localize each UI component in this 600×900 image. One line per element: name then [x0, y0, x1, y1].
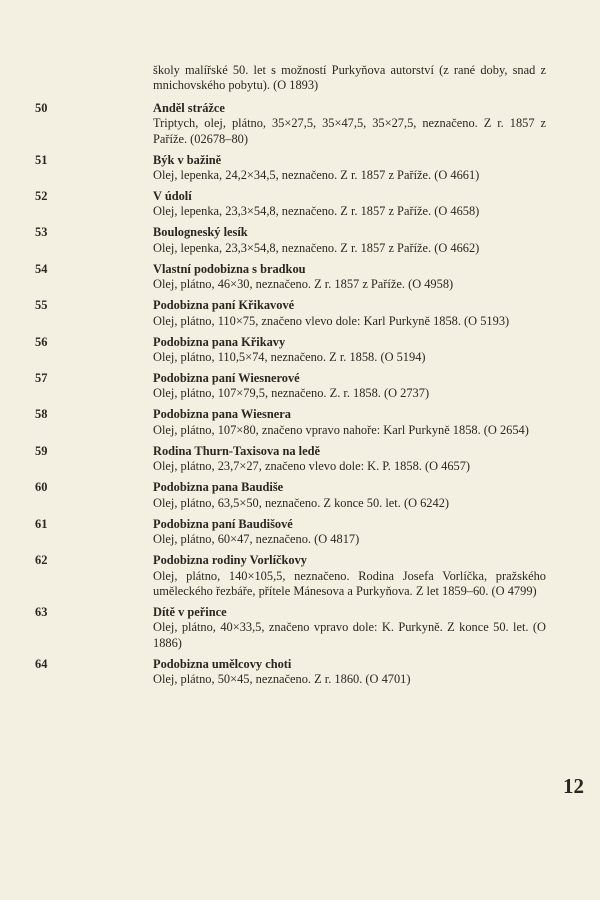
catalog-entry: [0, 298, 600, 329]
entry-title: Podobizna pana Křikavy: [153, 334, 286, 349]
entry-number: 60: [35, 480, 48, 495]
entry-body: [153, 335, 546, 366]
entry-body: [153, 553, 546, 599]
entry-number: 55: [35, 298, 48, 313]
entry-description: Olej, lepenka, 23,3×54,8, neznačeno. Z r. 1857 z Paříže. (O 4662): [153, 240, 480, 255]
entry-number: 51: [35, 152, 48, 167]
entry-body: [153, 371, 546, 402]
entry-number: 52: [35, 189, 48, 204]
catalog-entry: [0, 517, 600, 548]
entry-number: 61: [35, 516, 48, 531]
catalog-entry: [0, 444, 600, 475]
entry-number: 64: [35, 656, 48, 671]
entry-body: [153, 225, 546, 256]
entry-title: Podobizna rodiny Vorlíčkovy: [153, 553, 307, 568]
entry-title: Dítě v peřince: [153, 604, 227, 619]
catalog-entry: [0, 335, 600, 366]
catalog-entry: [0, 225, 600, 256]
entry-title: Vlastní podobizna s bradkou: [153, 261, 306, 276]
catalog-entry: [0, 262, 600, 293]
catalog-entry: [0, 407, 600, 438]
entry-description: Olej, lepenka, 24,2×34,5, neznačeno. Z r. 1857 z Paříže. (O 4661): [153, 168, 480, 183]
entry-body: [153, 101, 546, 147]
entry-number: 57: [35, 371, 48, 386]
catalog-entry: [0, 371, 600, 402]
entry-title: Podobizna pana Baudiše: [153, 480, 284, 495]
catalog-entry: [0, 189, 600, 220]
entry-description: Olej, plátno, 107×80, značeno vpravo nahoře: Karl Purkyně 1858. (O 2654): [153, 422, 529, 437]
catalog-entry: [0, 605, 600, 651]
catalog-entry: [0, 153, 600, 184]
catalog-entry: [0, 657, 600, 688]
entry-description: Olej, plátno, 63,5×50, neznačeno. Z konce 50. let. (O 6242): [153, 495, 450, 510]
entry-title: Anděl strážce: [153, 100, 225, 115]
entry-body: [153, 189, 546, 220]
entry-description: Olej, plátno, 107×79,5, neznačeno. Z. r. 1858. (O 2737): [153, 386, 430, 401]
entry-title: Boulogneský lesík: [153, 225, 248, 240]
entry-description: Olej, plátno, 140×105,5, neznačeno. Rodina Josefa Vorlíčka, pražského uměleckého řezbáře, přítele Mánesova a Purkyňova. Z let 1859–60. (O 4799): [153, 568, 546, 598]
entry-description: Olej, plátno, 40×33,5, značeno vpravo dole: K. Purkyně. Z konce 50. let. (O 1886): [153, 620, 546, 650]
page-number: 12: [563, 774, 584, 798]
entry-body: [153, 153, 546, 184]
entry-body: [153, 444, 546, 475]
entry-description: Olej, plátno, 110,5×74, neznačeno. Z r. 1858. (O 5194): [153, 350, 426, 365]
entry-body: [153, 605, 546, 651]
entry-body: [153, 517, 546, 548]
entry-number: 54: [35, 261, 48, 276]
entry-title: Býk v bažině: [153, 152, 222, 167]
entry-body: [153, 480, 546, 511]
entry-body: [153, 298, 546, 329]
catalog-column: [0, 63, 600, 693]
entry-title: Podobizna paní Wiesnerové: [153, 371, 300, 386]
entry-number: 50: [35, 100, 48, 115]
entry-title: Podobizna pana Wiesnera: [153, 407, 291, 422]
entry-number: 63: [35, 604, 48, 619]
catalog-entry: [0, 553, 600, 599]
entry-title: Podobizna paní Baudišové: [153, 516, 293, 531]
entry-description: Olej, plátno, 50×45, neznačeno. Z r. 1860. (O 4701): [153, 672, 411, 687]
entry-description: Olej, plátno, 46×30, neznačeno. Z r. 1857 z Paříže. (O 4958): [153, 277, 454, 292]
entry-title: Podobizna paní Křikavové: [153, 298, 295, 313]
entry-title: Podobizna umělcovy choti: [153, 656, 292, 671]
entry-title: V údolí: [153, 189, 192, 204]
entry-body: [153, 657, 546, 688]
entry-description: Olej, plátno, 110×75, značeno vlevo dole: Karl Purkyně 1858. (O 5193): [153, 313, 510, 328]
entry-description: Olej, lepenka, 23,3×54,8, neznačeno. Z r. 1857 z Paříže. (O 4658): [153, 204, 480, 219]
entry-description: Triptych, olej, plátno, 35×27,5, 35×47,5, 35×27,5, neznačeno. Z r. 1857 z Paříže. (02678–80): [153, 116, 546, 146]
entry-description: Olej, plátno, 60×47, neznačeno. (O 4817): [153, 532, 360, 547]
entry-body: [153, 407, 546, 438]
entry-number: 59: [35, 443, 48, 458]
entry-number: 62: [35, 553, 48, 568]
intro-paragraph: školy malířské 50. let s možností Purkyňova autorství (z rané doby, snad z mnichovského pobytu). (O 1893): [153, 63, 546, 93]
entry-body: [153, 262, 546, 293]
catalog-entry: [0, 101, 600, 147]
entry-number: 56: [35, 334, 48, 349]
entry-number: 53: [35, 225, 48, 240]
entry-list: [0, 101, 600, 688]
entry-title: Rodina Thurn-Taxisova na ledě: [153, 443, 320, 458]
entry-number: 58: [35, 407, 48, 422]
entry-description: Olej, plátno, 23,7×27, značeno vlevo dole: K. P. 1858. (O 4657): [153, 459, 471, 474]
catalog-entry: [0, 480, 600, 511]
